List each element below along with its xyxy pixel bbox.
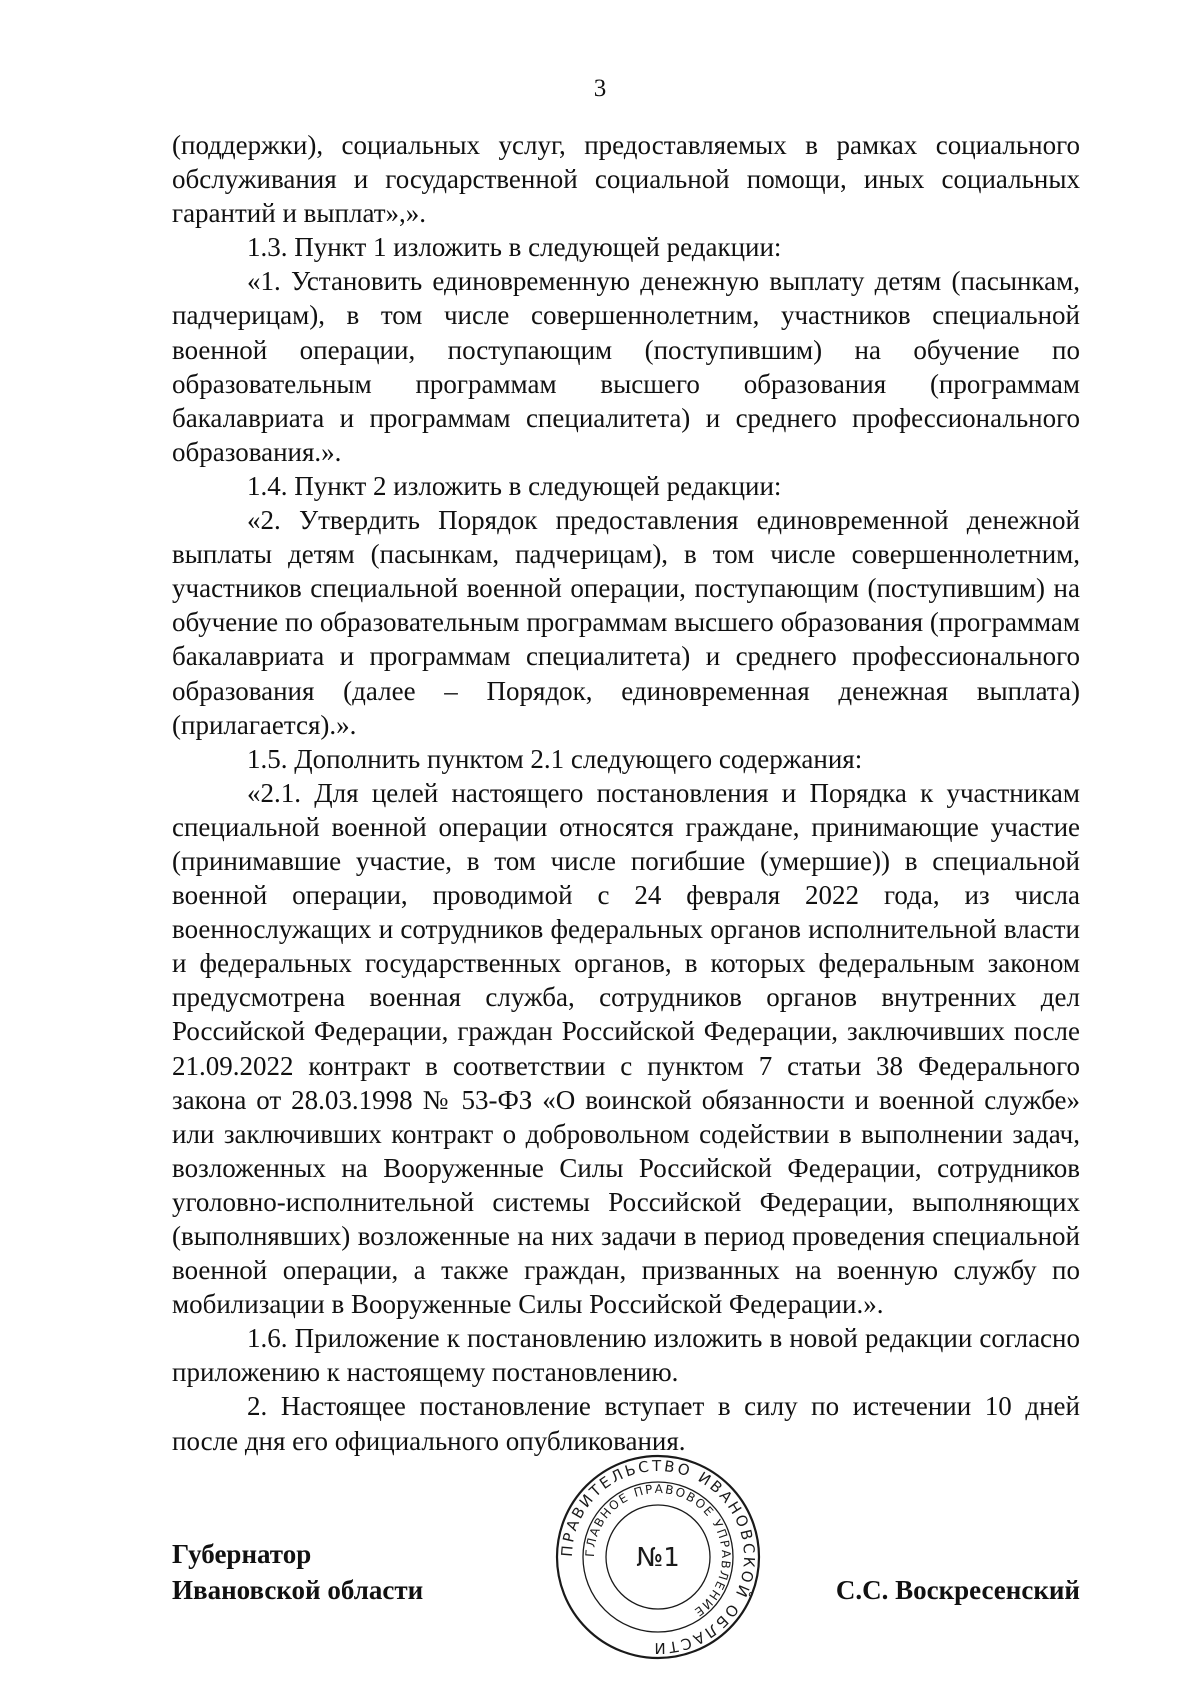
signatory-name: С.С. Воскресенский — [835, 1575, 1080, 1605]
paragraph-continuation: (поддержки), социальных услуг, предоставляемых в рамках социального обслуживания и государственной социальной помощи, иных социальных гарантий и выплат»,». — [172, 130, 1080, 229]
document-body — [172, 128, 1080, 1458]
signatory-position — [172, 1536, 423, 1608]
page-number: 3 — [593, 75, 607, 102]
official-seal — [553, 1452, 763, 1662]
paragraph-1-4: 1.4. Пункт 2 изложить в следующей редакции: — [247, 470, 782, 501]
seal-outer-textpath: ПРАВИТЕЛЬСТВО ИВАНОВСКОЙ ОБЛАСТИ — [557, 1456, 759, 1658]
paragraph-2: 2. Настоящее постановление вступает в силу по истечении 10 дней после дня его официального опубликования. — [172, 1391, 1080, 1456]
paragraph-1-4-text: «2. Утвердить Порядок предоставления единовременной денежной выплаты детям (пасынкам, падчерицам), в том числе совершеннолетним, участников специальной военной операции, поступающим (поступившим) на обучение по образовательным программам высшего образования (программам бакалавриата и программам специалитета) и среднего профессионального образования (далее – Порядок, единовременная денежная выплата) (прилагается).». — [172, 505, 1080, 740]
signatory-title: Губернатор — [172, 1539, 312, 1569]
seal-center-text: №1 — [636, 1543, 680, 1573]
paragraph-1-3-text: «1. Установить единовременную денежную выплату детям (пасынкам, падчерицам), в том числе совершеннолетним, участников специальной военной операции, поступающим (поступившим) на обучение по образовательным программам высшего образования (программам бакалавриата и программам специалитета) и среднего профессионального образования.». — [172, 266, 1080, 467]
signatory-region: Ивановской области — [172, 1575, 424, 1605]
seal-inner-textpath: ГЛАВНОЕ ПРАВОВОЕ УПРАВЛЕНИЕ — [582, 1481, 734, 1620]
paragraph-1-3: 1.3. Пункт 1 изложить в следующей редакции: — [247, 232, 782, 263]
paragraph-1-5: 1.5. Дополнить пунктом 2.1 следующего содержания: — [247, 743, 863, 774]
paragraph-1-5-text: «2.1. Для целей настоящего постановления и Порядка к участникам специальной военной операции относятся граждане, принимающие участие (принимавшие участие, в том числе погибшие (умершие)) в специальной военной операции, проводимой с 24 февраля 2022 года, из числа военнослужащих и сотрудников федеральных органов исполнительной власти и федеральных государственных органов, в которых федеральным законом предусмотрена военная служба, сотрудников органов внутренних дел Российской Федерации, граждан Российской Федерации, заключивших после 21.09.2022 контракт в соответствии с пунктом 7 статьи 38 Федерального закона от 28.03.1998 № 53-ФЗ «О воинской обязанности и военной службе» или заключивших контракт о добровольном содействии в выполнении задач, возложенных на Вооруженные Силы Российской Федерации, сотрудников уголовно-исполнительной системы Российской Федерации, выполняющих (выполнявших) возложенные на них задачи в период проведения специальной военной операции, а также граждан, призванных на военную службу по мобилизации в Вооруженные Силы Российской Федерации.». — [172, 777, 1080, 1320]
paragraph-1-6: 1.6. Приложение к постановлению изложить в новой редакции согласно приложению к настоящему постановлению. — [172, 1323, 1080, 1388]
